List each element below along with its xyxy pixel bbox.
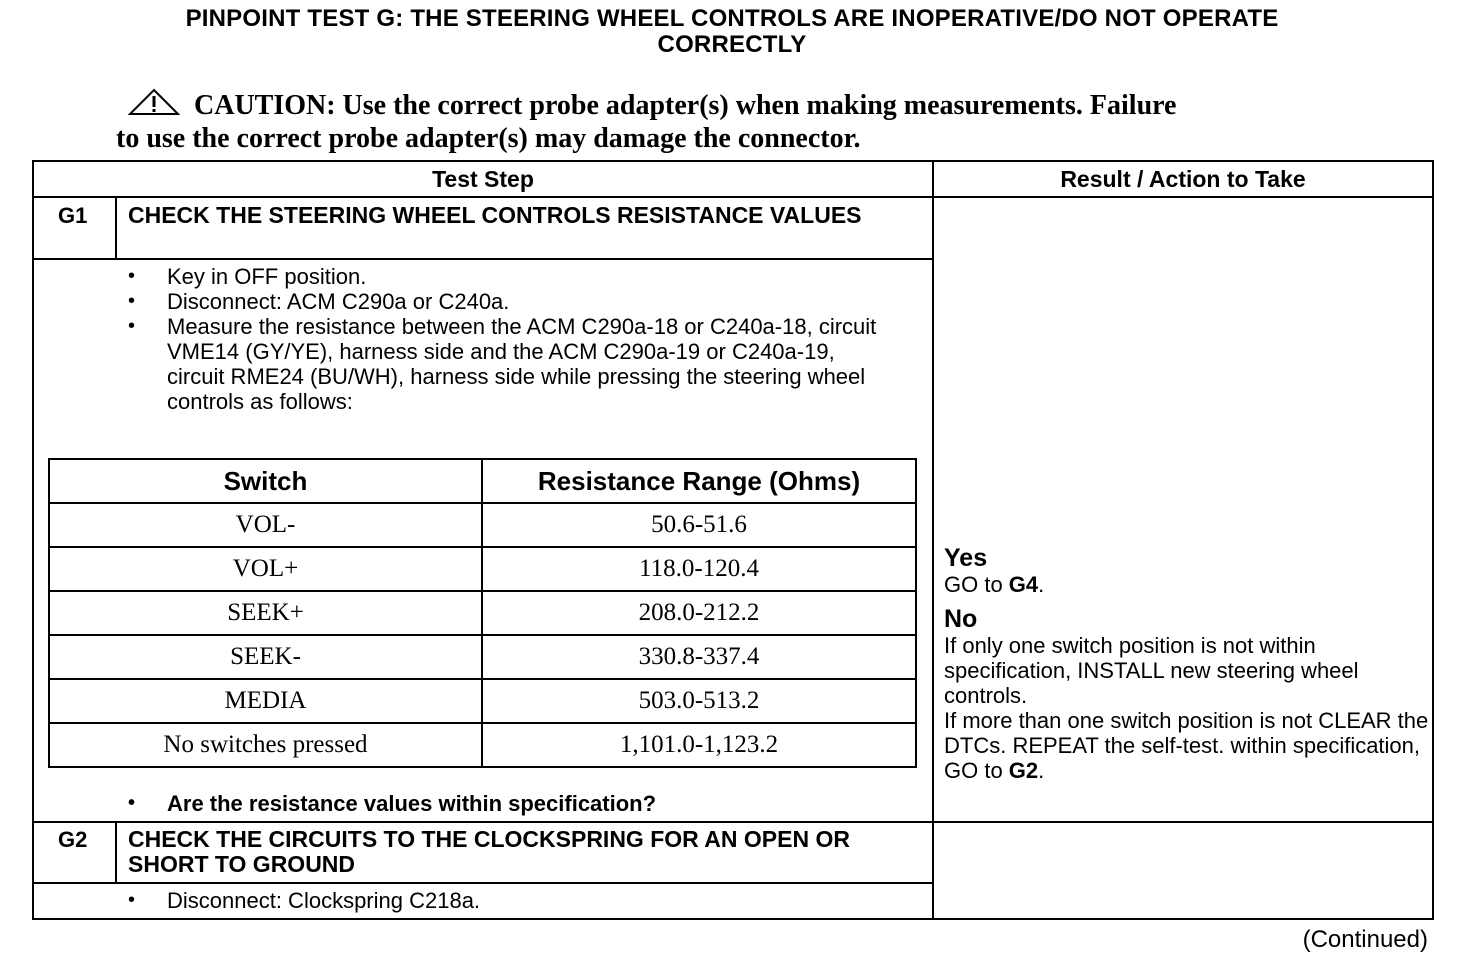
caution-notice <box>116 88 1366 154</box>
list-item: • Are the resistance values within specification? <box>118 791 918 816</box>
caution-text-line2: to use the correct probe adapter(s) may damage the connector. <box>116 123 861 154</box>
result-yes-text <box>944 572 1432 597</box>
table-row <box>49 591 916 635</box>
cell-range: 208.0-212.2 <box>482 591 916 635</box>
cell-switch: VOL+ <box>49 547 482 591</box>
page-title-line2: CORRECTLY <box>657 31 807 58</box>
cell-switch: MEDIA <box>49 679 482 723</box>
g2-id-divider <box>115 821 117 884</box>
result-yes-target: G4 <box>1008 572 1039 597</box>
cell-range: 1,101.0-1,123.2 <box>482 723 916 767</box>
g1-g2-divider <box>32 821 1434 823</box>
list-item: • Disconnect: ACM C290a or C240a. <box>118 289 888 314</box>
result-no-text2 <box>944 708 1432 783</box>
cell-switch: SEEK- <box>49 635 482 679</box>
table-row <box>49 635 916 679</box>
caution-line1 <box>116 88 1366 123</box>
resistance-table <box>48 458 917 768</box>
g2-title-divider <box>32 882 934 884</box>
page-title <box>0 6 1464 58</box>
cell-range: 118.0-120.4 <box>482 547 916 591</box>
step-id-g2: G2 <box>58 827 88 852</box>
table-row <box>49 503 916 547</box>
step-title-g1: CHECK THE STEERING WHEEL CONTROLS RESISTANCE VALUES <box>128 202 862 228</box>
result-yes-action: GO to <box>944 572 1009 597</box>
cell-switch: VOL- <box>49 503 482 547</box>
g2-instructions <box>118 888 888 913</box>
g1-title-divider <box>32 258 934 260</box>
continued-label: (Continued) <box>1302 926 1428 953</box>
result-no-label: No <box>944 605 978 633</box>
column-divider <box>932 160 934 920</box>
header-test-step: Test Step <box>432 166 534 192</box>
table-row <box>49 547 916 591</box>
table-header-row <box>49 459 916 503</box>
g1-id-divider <box>115 196 117 259</box>
g1-instructions <box>118 264 888 414</box>
list-item: • Key in OFF position. <box>118 264 888 289</box>
list-item: • Disconnect: Clockspring C218a. <box>118 888 888 913</box>
g1-result <box>944 545 1432 783</box>
column-header-switch: Switch <box>49 459 482 503</box>
warning-triangle-icon <box>128 88 180 123</box>
result-no-action: If more than one switch position is not CLEAR the DTCs. REPEAT the self-test. within specification, GO to <box>944 708 1429 783</box>
column-header-range: Resistance Range (Ohms) <box>482 459 916 503</box>
step-title-g2: CHECK THE CIRCUITS TO THE CLOCKSPRING FOR AN OPEN OR SHORT TO GROUND <box>128 826 850 877</box>
result-no-end: . <box>1038 758 1045 783</box>
result-yes-label: Yes <box>944 544 988 572</box>
result-no-text1: If only one switch position is not within specification, INSTALL new steering wheel controls. <box>944 633 1359 708</box>
cell-switch: No switches pressed <box>49 723 482 767</box>
result-yes-end: . <box>1038 572 1045 597</box>
cell-switch: SEEK+ <box>49 591 482 635</box>
cell-range: 330.8-337.4 <box>482 635 916 679</box>
header-result: Result / Action to Take <box>1060 166 1306 192</box>
table-row <box>49 679 916 723</box>
result-no-target: G2 <box>1008 758 1039 783</box>
header-divider <box>32 196 1434 198</box>
step-id-g1: G1 <box>58 203 88 228</box>
page-title-line1: PINPOINT TEST G: THE STEERING WHEEL CONTROLS ARE INOPERATIVE/DO NOT OPERATE <box>185 5 1279 32</box>
table-row <box>49 723 916 767</box>
cell-range: 50.6-51.6 <box>482 503 916 547</box>
g1-question <box>118 791 918 816</box>
cell-range: 503.0-513.2 <box>482 679 916 723</box>
caution-text-line1: CAUTION: Use the correct probe adapter(s) when making measurements. Failure <box>194 90 1177 121</box>
list-item: • Measure the resistance between the ACM C290a-18 or C240a-18, circuit VME14 (GY/YE), harness side and the ACM C290a-19 or C240a-19, circuit RME24 (BU/WH), harness side while pressing the steering wheel controls as follows: <box>118 314 888 414</box>
